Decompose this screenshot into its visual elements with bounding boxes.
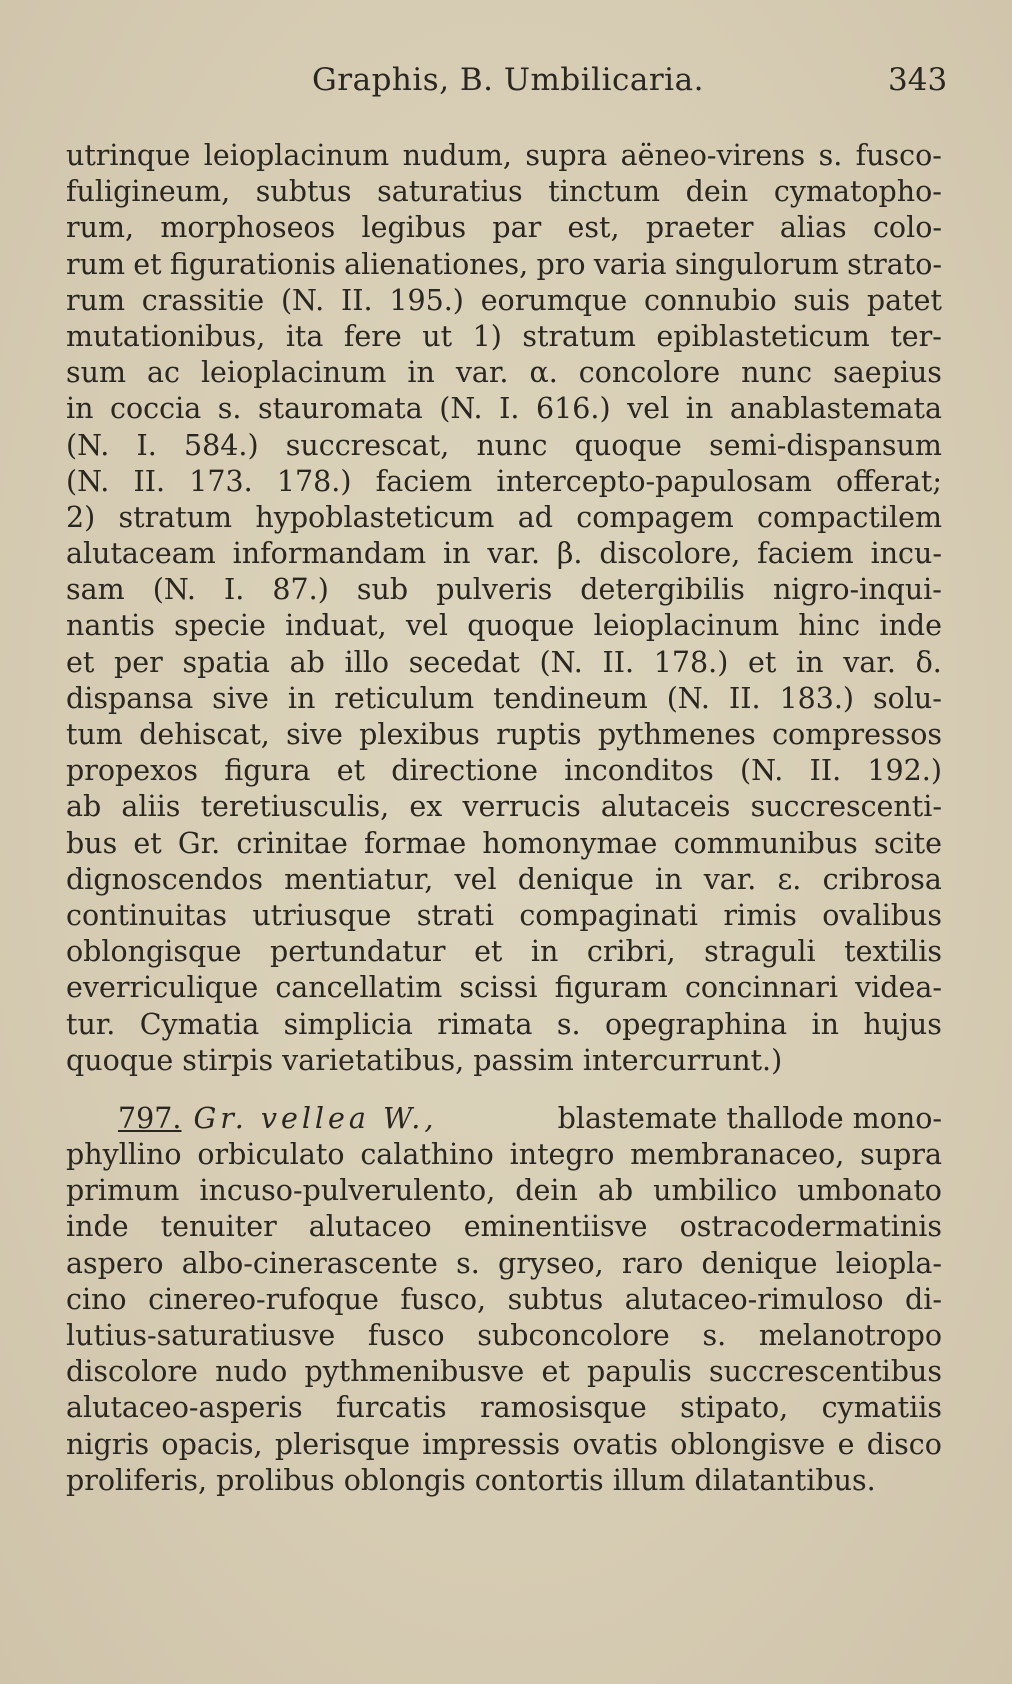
word: crassitie [141, 283, 265, 317]
word: tendineum [493, 681, 648, 715]
text-line [66, 1209, 942, 1245]
word: continuitas [66, 898, 227, 932]
word: Cymatia [139, 1007, 260, 1041]
page-header [0, 58, 1012, 102]
word: ex [409, 790, 443, 824]
word: cymatiis [821, 1391, 942, 1425]
word: (N. [66, 464, 110, 498]
word: succrescentibus [709, 1355, 942, 1389]
word: videa- [855, 971, 942, 1005]
word: et [474, 935, 503, 969]
word: orbiculato [197, 1138, 345, 1172]
word: et [336, 754, 366, 788]
text-line [66, 174, 942, 210]
word: alutaceo-rimuloso [624, 1282, 884, 1316]
word: verrucis [462, 790, 581, 824]
text-line [66, 1427, 942, 1463]
text-line [66, 826, 942, 862]
text-line [66, 536, 942, 572]
word: hypoblasteticum [255, 500, 495, 534]
word: figura [224, 754, 311, 788]
word: succrescat, [285, 428, 450, 462]
word: plerisque [274, 1427, 410, 1461]
word: raro [621, 1246, 684, 1280]
word: β. [556, 537, 583, 571]
word: primum [66, 1174, 180, 1208]
word: singulorum [674, 247, 839, 281]
word: sub [356, 573, 409, 607]
word: connubio [643, 283, 777, 317]
word: reticulum [334, 681, 475, 715]
word: II. [133, 464, 166, 498]
word: strato- [847, 247, 942, 281]
word: sam [66, 573, 125, 607]
word: 1) [472, 319, 502, 353]
word: et [133, 826, 162, 860]
word: cinereo-rufoque [148, 1282, 379, 1316]
word: ut [422, 319, 453, 353]
word: (N. [66, 428, 110, 462]
word: albo-cinerascente [181, 1246, 438, 1280]
word: subtus [255, 175, 352, 209]
word: umbilico [653, 1174, 778, 1208]
word: I. [136, 428, 157, 462]
word: I. [499, 392, 520, 426]
word: leiopla- [835, 1246, 942, 1280]
word: hujus [863, 1007, 942, 1041]
word: pulveris [436, 573, 553, 607]
word: sum [66, 356, 127, 390]
text-line [66, 572, 942, 608]
word: lutius-saturatiusve [66, 1319, 336, 1352]
text-line [66, 319, 942, 355]
word: stauromata [258, 392, 423, 426]
word: alutaceis [600, 790, 731, 824]
word: 584.) [184, 428, 259, 462]
word: ab [289, 645, 325, 679]
word: figurationis [169, 247, 336, 281]
word: scite [873, 826, 942, 860]
word: denique [701, 1246, 818, 1280]
word: in [811, 1007, 839, 1041]
word: praeter [645, 211, 754, 245]
text-line [66, 500, 942, 536]
word: in [685, 392, 714, 426]
word: 183.) [779, 681, 855, 715]
word: compactilem [757, 500, 942, 534]
word: ramosisque [480, 1391, 647, 1425]
word: impressis [422, 1427, 561, 1461]
word: succrescenti- [750, 790, 942, 824]
text-line [66, 1282, 942, 1318]
word: fusco, [400, 1282, 487, 1316]
word: saepius [833, 356, 942, 390]
word: supra [860, 1138, 942, 1172]
word: crinitae [236, 826, 348, 860]
word: umbonato [797, 1174, 942, 1208]
text-line [66, 391, 942, 427]
word: Gr. [177, 826, 221, 860]
word: mutationibus, [66, 319, 266, 353]
word: fusco- [855, 139, 942, 172]
word: et [748, 645, 777, 679]
text-line [66, 283, 942, 319]
text-line [66, 1390, 942, 1426]
word: aliis [121, 790, 181, 824]
word: eorumque [480, 283, 628, 317]
word: tur. [66, 1007, 116, 1041]
word: pythmenes [597, 718, 756, 751]
text-line [66, 645, 942, 681]
species-entry-797 [66, 1101, 942, 1499]
word: coccia [110, 392, 202, 426]
word: leioplacinum [593, 609, 780, 643]
word: everriculique [66, 971, 259, 1005]
word: secedat [408, 645, 520, 679]
word: s. [456, 1246, 480, 1280]
word: nunc [741, 356, 813, 390]
word: calathino [360, 1138, 494, 1172]
word: par [492, 211, 542, 245]
word: pro [536, 247, 586, 281]
word: in [407, 356, 435, 390]
word: cino [66, 1282, 127, 1316]
text-line [66, 717, 942, 753]
word: melanotropo [758, 1319, 942, 1352]
word: II. [341, 283, 373, 317]
word: tinctum [548, 175, 661, 209]
word: informandam [232, 537, 427, 571]
word: rum [66, 283, 126, 317]
text-line [66, 934, 942, 970]
word: aëneo-virens [620, 139, 806, 172]
word: e [837, 1427, 855, 1461]
text-line [66, 898, 942, 934]
word: anablastemata [729, 392, 942, 426]
word: sive [286, 718, 343, 751]
word: discolore, [599, 537, 741, 571]
word: stipato, [680, 1391, 789, 1425]
word: sive [212, 681, 269, 715]
word: 178.) [276, 464, 352, 498]
word: II. [602, 645, 635, 679]
word: II. [809, 754, 842, 788]
word: in [796, 645, 824, 679]
word: ab [66, 790, 102, 824]
word: ter- [890, 319, 942, 353]
word: 87.) [272, 573, 329, 607]
word: eminentiisve [463, 1210, 648, 1244]
word: dehiscat, [139, 718, 270, 751]
word: gryseo, [498, 1246, 604, 1280]
text-line [66, 247, 942, 283]
text-line [66, 1173, 942, 1209]
paragraph-continuation [66, 138, 942, 1079]
word: plexibus [359, 718, 480, 751]
word: morphoseos [160, 211, 336, 245]
body-text [66, 138, 942, 1499]
word: alutaceam [66, 537, 216, 571]
word: leioplacinum [200, 356, 387, 390]
word: fusco [367, 1319, 445, 1352]
word: epiblasteticum [656, 319, 870, 353]
word: homonymae [482, 826, 658, 860]
word: opegraphina [604, 1007, 788, 1041]
word: vel [405, 609, 448, 643]
text-line [66, 138, 942, 174]
word: detergibilis [580, 573, 745, 607]
word: pythmenibusve [304, 1355, 525, 1389]
word: fuligineum, [66, 175, 231, 209]
text-line: quoque stirpis varietatibus, passim intercurrunt.) [66, 1043, 783, 1077]
species-name: Gr. vellea W., [193, 1101, 438, 1135]
word: papulis [587, 1355, 692, 1389]
word: in [530, 935, 559, 969]
word: compressos [772, 718, 942, 751]
word: in [287, 681, 316, 715]
word: intercepto-papulosam [496, 464, 812, 498]
word: mentiatur, [284, 862, 434, 896]
word: faciem [757, 537, 854, 571]
word: compagem [576, 500, 734, 534]
word: subconcolore [477, 1319, 670, 1352]
word: nantis [66, 609, 155, 643]
word: phyllino [66, 1138, 182, 1172]
word: specie [174, 609, 266, 643]
word: var. [455, 356, 509, 390]
word: est, [567, 211, 620, 245]
word: hinc [798, 609, 861, 643]
word: et [541, 1355, 570, 1389]
word: teretiusculis, [200, 790, 390, 824]
word: disco [866, 1427, 942, 1461]
word: rum, [66, 211, 135, 245]
word: textilis [844, 935, 942, 969]
word: induat, [285, 609, 387, 643]
word: nigro-inqui- [772, 573, 942, 607]
word: nunc [476, 428, 548, 462]
word: illo [344, 645, 390, 679]
text-line: proliferis, prolibus oblongis contortis illum dilatantibus. [66, 1463, 876, 1497]
word: cribrosa [822, 862, 942, 896]
word: ruptis [496, 718, 582, 751]
word: et [133, 247, 162, 281]
word: varia [593, 247, 667, 281]
word: incu- [870, 537, 942, 571]
word: tum [66, 718, 123, 751]
word: alias [779, 211, 847, 245]
word: α. [529, 356, 558, 390]
word: cancellatim [275, 971, 443, 1005]
word: var. [703, 862, 757, 896]
word: stratum [118, 500, 233, 534]
word: (N. [280, 283, 325, 317]
word: denique [517, 862, 634, 896]
word: utrinque [66, 139, 191, 172]
word: (N. [539, 645, 583, 679]
word: straguli [704, 935, 816, 969]
word: solu- [873, 681, 942, 715]
word: spatia [182, 645, 270, 679]
word: vel [454, 862, 497, 896]
word: oblongisve [670, 1427, 826, 1461]
word: s. [702, 1319, 727, 1352]
text-line [66, 1137, 942, 1173]
word: faciem [375, 464, 473, 498]
word: communibus [673, 826, 858, 860]
word: ostracodermatinis [679, 1210, 942, 1244]
word: simplicia [283, 1007, 413, 1041]
word: (N. [740, 754, 784, 788]
word: quoque [574, 428, 682, 462]
word: alutaceo [308, 1210, 432, 1244]
word: integro [509, 1138, 615, 1172]
word: inde [66, 1210, 129, 1244]
word: opacis, [161, 1427, 263, 1461]
word: tenuiter [160, 1210, 277, 1244]
word: ad [517, 500, 553, 534]
word: colo- [872, 211, 942, 245]
text-line [66, 428, 942, 464]
word: furcatis [336, 1391, 447, 1425]
text-line [66, 862, 942, 898]
word: in [655, 862, 683, 896]
text-line [66, 1101, 942, 1137]
word: propexos [66, 754, 198, 788]
word: ε. [777, 862, 802, 896]
word: per [114, 645, 163, 679]
word: nudo [215, 1355, 288, 1389]
word: discolore [66, 1355, 198, 1389]
word: (N. [439, 392, 483, 426]
word: ovalibus [822, 898, 942, 932]
word: ovatis [572, 1427, 658, 1461]
word: I. [224, 573, 245, 607]
word: rimata [437, 1007, 533, 1041]
text-line [66, 970, 942, 1006]
word: ac [147, 356, 180, 390]
word: offerat; [836, 464, 942, 498]
word: 616.) [536, 392, 611, 426]
text-line [66, 789, 942, 825]
word: ita [285, 319, 324, 353]
word: 192.) [867, 754, 942, 788]
word: 178.) [653, 645, 729, 679]
word: suis [793, 283, 851, 317]
word: (N. [152, 573, 196, 607]
word: in [66, 392, 94, 426]
word: stratum [522, 319, 636, 353]
word: 173. [189, 464, 253, 498]
word: concinnari [684, 971, 838, 1005]
word: concolore [578, 356, 721, 390]
word: δ. [915, 645, 942, 679]
word: nudum, [402, 139, 512, 172]
word: et [66, 645, 95, 679]
entry-number: 797. [118, 1101, 182, 1135]
word: inde [879, 609, 942, 643]
word: II. [728, 681, 761, 715]
text-line [66, 1007, 942, 1043]
running-head: Graphis, B. Umbilicaria. [312, 62, 704, 98]
text-line [66, 1246, 942, 1282]
word: aspero [66, 1246, 164, 1280]
entry-first-line-rest: blastemate thallode mono- [557, 1101, 942, 1135]
text-line [66, 681, 942, 717]
word: (N. [666, 681, 710, 715]
word: alutaceo-asperis [66, 1391, 303, 1425]
word: dispansa [66, 681, 194, 715]
word: nigris [66, 1427, 150, 1461]
word: quoque [467, 609, 575, 643]
word: alienationes, [344, 247, 529, 281]
word: var. [843, 645, 896, 679]
word: subtus [507, 1282, 604, 1316]
text-line [66, 608, 942, 644]
word: vel [627, 392, 670, 426]
word: formae [364, 826, 467, 860]
word: supra [525, 139, 608, 172]
word: fere [343, 319, 402, 353]
word: cribri, [586, 935, 676, 969]
text-line [66, 1318, 942, 1354]
word: compaginati [519, 898, 698, 932]
word: s. [556, 1007, 581, 1041]
word: legibus [361, 211, 467, 245]
text-line [66, 355, 942, 391]
word: in [442, 537, 471, 571]
text-line [66, 1354, 942, 1390]
word: di- [905, 1282, 942, 1316]
word: rum [66, 247, 126, 281]
word: dein [685, 175, 749, 209]
word: pertundatur [269, 935, 446, 969]
word: leioplacinum [203, 139, 390, 172]
word: incuso-pulverulento, [199, 1174, 496, 1208]
text-line [66, 464, 942, 500]
word: semi-dispansum [709, 428, 942, 462]
page-number: 343 [888, 62, 948, 98]
word: dein [515, 1174, 578, 1208]
paragraph-gap [66, 1079, 942, 1101]
word: var. [487, 537, 541, 571]
word: ab [597, 1174, 634, 1208]
word: rimis [723, 898, 797, 932]
word: oblongisque [66, 935, 242, 969]
word: s. [818, 139, 843, 172]
word: figuram [554, 971, 668, 1005]
text-line [66, 210, 942, 246]
word: scissi [459, 971, 538, 1005]
word: s. [217, 392, 242, 426]
word: dignoscendos [66, 862, 263, 896]
word: inconditos [564, 754, 714, 788]
text-line [66, 753, 942, 789]
word: saturatius [377, 175, 523, 209]
word: patet [866, 283, 942, 317]
word: 2) [66, 500, 96, 534]
word: membranaceo, [630, 1138, 845, 1172]
word: directione [391, 754, 539, 788]
word: cymatopho- [773, 175, 942, 209]
word: 195.) [389, 283, 464, 317]
word: utriusque [252, 898, 392, 932]
word: strati [416, 898, 494, 932]
word: bus [66, 826, 118, 860]
